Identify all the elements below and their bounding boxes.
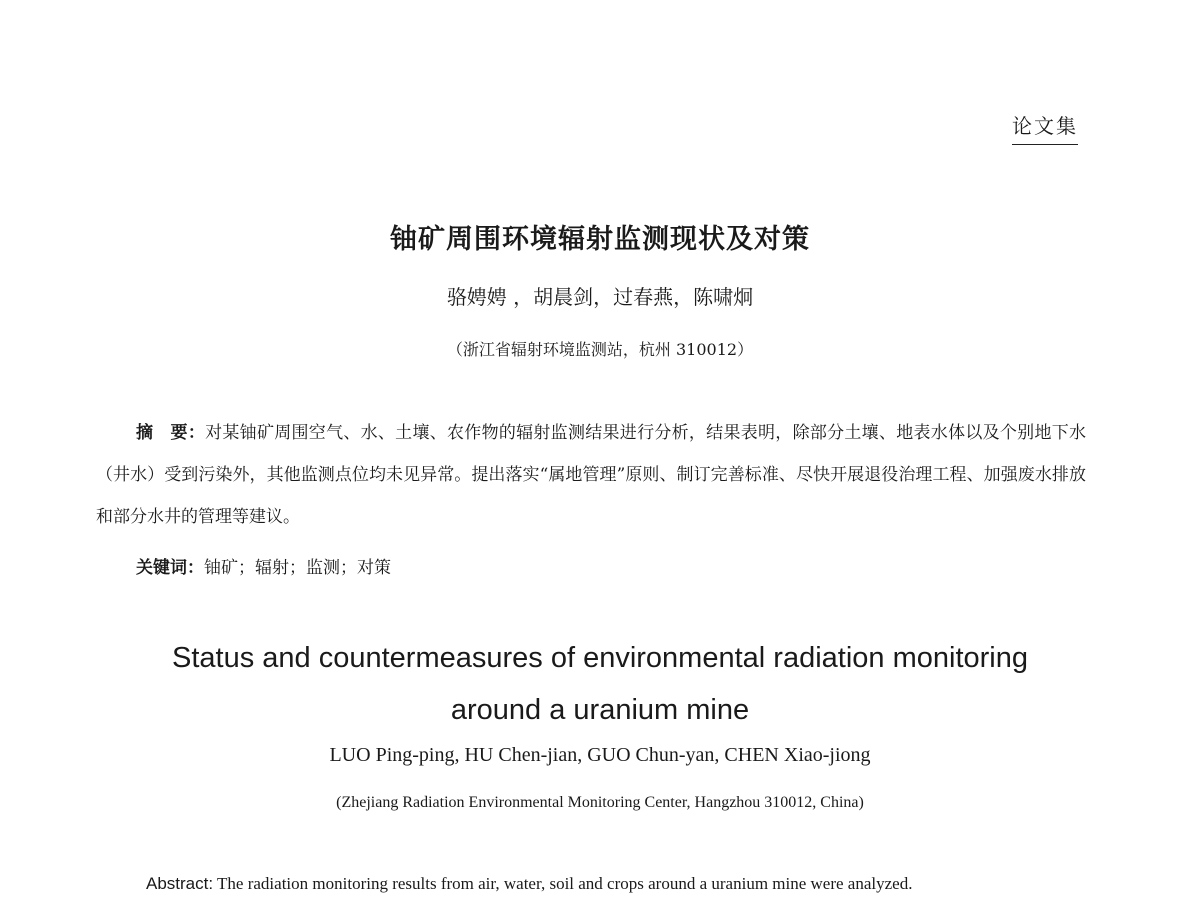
chinese-keywords-label: 关键词： [136,558,204,578]
chinese-keywords-text: 铀矿；辐射；监测；对策 [204,558,391,578]
english-abstract-label: Abstract: [146,874,214,893]
english-authors: LUO Ping-ping, HU Chen-jian, GUO Chun-yan, CHEN Xiao-jiong [329,744,871,766]
chinese-abstract-text: 对某铀矿周围空气、水、土壤、农作物的辐射监测结果进行分析，结果表明，除部分土壤、地表水体以及个别地下水（井水）受到污染外，其他监测点位均未见异常。提出落实“属地管理”原则、制订完善标准、尽快开展退役治理工程、加强废水排放和部分水井的管理等建议。 [96,423,1087,527]
english-title-line-1: Status and countermeasures of environmental radiation monitoring [172,642,1028,674]
chinese-title: 铀矿周围环境辐射监测现状及对策 [390,224,810,255]
english-affiliation: (Zhejiang Radiation Environmental Monitoring Center, Hangzhou 310012, China) [336,794,864,811]
english-abstract-text: The radiation monitoring results from air, water, soil and crops around a uranium mine were analyzed. [217,874,913,893]
chinese-abstract [96,412,1086,538]
english-title [0,632,1200,736]
english-abstract [146,868,1106,900]
chinese-authors: 骆娉娉 ，胡晨剑，过春燕，陈啸炯 [446,285,754,309]
chinese-affiliation: （浙江省辐射环境监测站，杭州 310012） [446,340,754,359]
chinese-abstract-label: 摘 要： [136,423,206,443]
english-title-line-2: around a uranium mine [450,694,750,726]
running-header: 论文集 [1012,112,1078,145]
chinese-keywords [136,552,391,584]
